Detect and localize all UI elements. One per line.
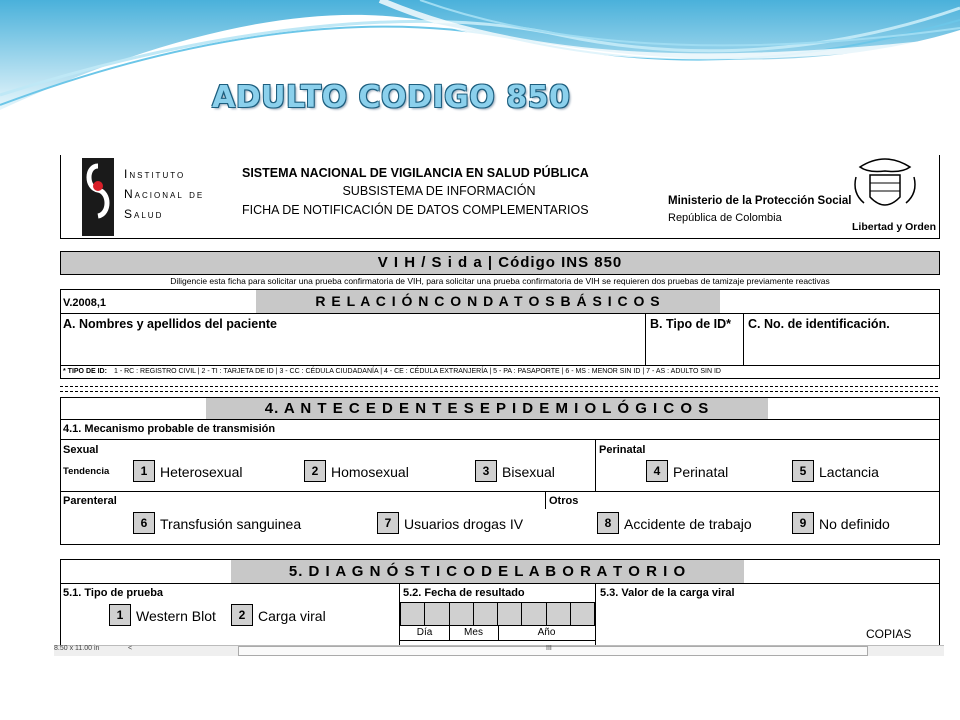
option-bisexual: Bisexual xyxy=(502,464,555,480)
test-option-2-checkbox[interactable]: 2 xyxy=(231,604,253,626)
section-4-title: 4. A N T E C E D E N T E S E P I D E M I O L Ó G I C O S xyxy=(264,400,710,417)
form-title: V I H / S i d a | Código INS 850 xyxy=(377,254,623,271)
option-perinatal: Perinatal xyxy=(673,464,729,480)
section-5-title: 5. D I A G N Ó S T I C O D E L A B O R A T O R I O xyxy=(288,563,687,580)
result-date-label: 5.2. Fecha de resultado xyxy=(403,587,525,599)
basic-data-title: R E L A C I Ó N C O N D A T O S B Á S I C O S xyxy=(315,293,661,309)
field-patient-name-label: A. Nombres y apellidos del paciente xyxy=(63,317,277,331)
field-id-type-label: B. Tipo de ID* xyxy=(650,317,732,331)
option-iv-drug-users: Usuarios drogas IV xyxy=(404,516,524,532)
id-types-list: 1 - RC : REGISTRO CIVIL | 2 - TI : TARJETA DE ID | 3 - CC : CÉDULA CIUDADANÍA | 4 - CE : CÉDULA EXTRANJERÍA | 5 - PA : PASAPORTE | 6 - MS : MENOR SIN ID | 7 - AS : ADULTO SIN ID xyxy=(114,368,721,375)
notification-form xyxy=(54,155,944,655)
sexual-label: Sexual xyxy=(63,444,99,456)
option-9-checkbox[interactable]: 9 xyxy=(792,512,814,534)
field-id-number-label: C. No. de identificación. xyxy=(748,317,890,331)
option-3-checkbox[interactable]: 3 xyxy=(475,460,497,482)
ins-logo-icon xyxy=(82,158,114,236)
institute-line-2: Nacional de xyxy=(124,187,205,201)
parenteral-label: Parenteral xyxy=(63,495,117,507)
option-undefined: No definido xyxy=(819,516,890,532)
option-8-checkbox[interactable]: 8 xyxy=(597,512,619,534)
test-type-label: 5.1. Tipo de prueba xyxy=(63,587,164,599)
date-digit-cells[interactable] xyxy=(400,602,595,626)
form-name: FICHA DE NOTIFICACIÓN DE DATOS COMPLEMENTARIOS xyxy=(242,203,589,217)
transmission-mechanism-label: 4.1. Mecanismo probable de transmisión xyxy=(63,423,276,435)
subsystem-title: SUBSISTEMA DE INFORMACIÓN xyxy=(342,184,536,198)
ministry-name: Ministerio de la Protección Social xyxy=(668,195,852,207)
motto: Libertad y Orden xyxy=(852,221,937,233)
copies-unit: COPIAS xyxy=(866,627,912,641)
id-types-label: * TIPO DE ID: xyxy=(63,368,107,375)
institute-line-1: Instituto xyxy=(124,167,186,181)
coat-of-arms-icon xyxy=(850,157,920,219)
option-lactancia: Lactancia xyxy=(819,464,879,480)
option-1-checkbox[interactable]: 1 xyxy=(133,460,155,482)
option-homosexual: Homosexual xyxy=(331,464,409,480)
option-2-checkbox[interactable]: 2 xyxy=(304,460,326,482)
others-label: Otros xyxy=(549,495,579,507)
option-4-checkbox[interactable]: 4 xyxy=(646,460,668,482)
option-heterosexual: Heterosexual xyxy=(160,464,243,480)
republic-name: República de Colombia xyxy=(668,212,782,224)
viral-load-label: 5.3. Valor de la carga viral xyxy=(600,587,735,599)
perinatal-group-label: Perinatal xyxy=(599,444,646,456)
option-7-checkbox[interactable]: 7 xyxy=(377,512,399,534)
system-title: SISTEMA NACIONAL DE VIGILANCIA EN SALUD PÚBLICA xyxy=(242,166,589,180)
date-year-label: Año xyxy=(537,627,556,638)
wave-background xyxy=(0,0,960,150)
test-option-western-blot: Western Blot xyxy=(136,608,216,624)
test-option-1-checkbox[interactable]: 1 xyxy=(109,604,131,626)
scroll-thumb-grip[interactable]: III xyxy=(546,645,552,652)
form-instructions: Diligencie esta ficha para solicitar una prueba confirmatoria de VIH, para solicitar una prueba confirmatoria de VIH se requieren dos pruebas de tamizaje previamente reactivas xyxy=(170,276,830,286)
tendency-label: Tendencia xyxy=(63,466,110,477)
page-size-indicator: 8.50 x 11.00 in xyxy=(54,645,100,652)
slide-title: ADULTO CODIGO 850 xyxy=(212,80,571,115)
option-work-accident: Accidente de trabajo xyxy=(624,516,752,532)
option-5-checkbox[interactable]: 5 xyxy=(792,460,814,482)
form-version: V.2008,1 xyxy=(63,297,107,309)
option-transfusion: Transfusión sanguinea xyxy=(160,516,302,532)
date-month-label: Mes xyxy=(464,627,483,638)
test-option-viral-load: Carga viral xyxy=(258,608,326,624)
scroll-left-arrow[interactable]: < xyxy=(128,645,133,652)
horizontal-scrollbar[interactable] xyxy=(238,646,868,656)
option-6-checkbox[interactable]: 6 xyxy=(133,512,155,534)
date-day-label: Día xyxy=(416,627,433,638)
institute-line-3: Salud xyxy=(124,207,164,221)
